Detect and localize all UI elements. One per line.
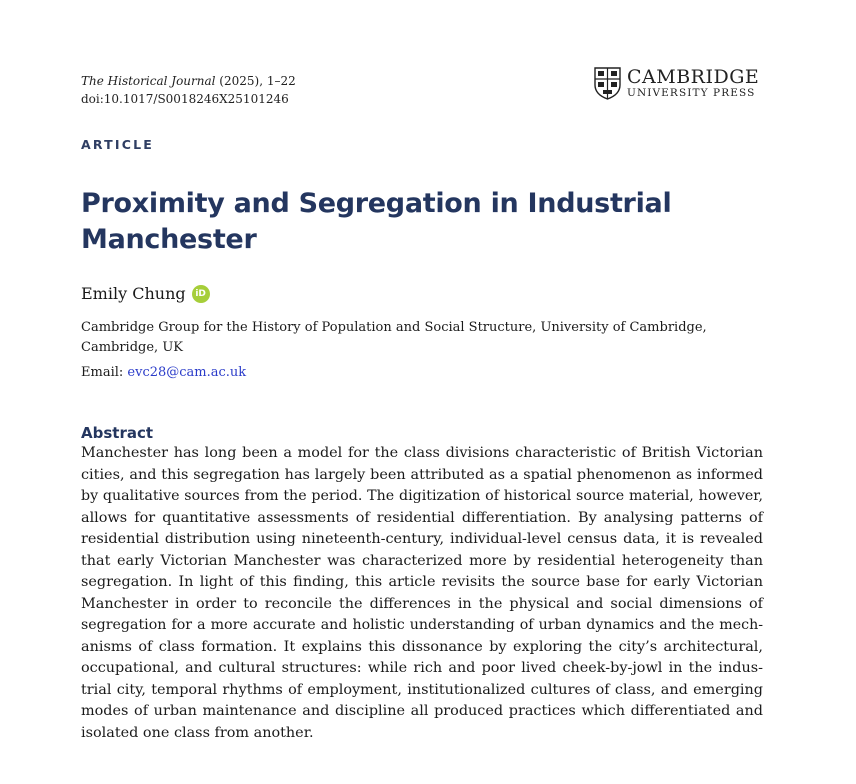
email-link[interactable]: evc28@cam.ac.uk [127, 365, 247, 380]
journal-name: The Historical Journal [81, 74, 216, 88]
author [81, 283, 210, 305]
abstract-line: segregation for a more accurate and holistic understanding of urban dynamics and the mech- [81, 617, 763, 633]
journal-line [81, 72, 296, 90]
abstract-line: that early Victorian Manchester was characterized more by residential heterogeneity than [81, 552, 763, 569]
abstract-line: modes of urban maintenance and discipline all produced practices which differentiated and [81, 703, 763, 719]
logo-line1: CAMBRIDGE [627, 66, 760, 88]
journal-meta: (2025), 1–22 [215, 74, 296, 88]
abstract-body [81, 443, 763, 744]
affiliation [81, 318, 721, 358]
abstract-line: Manchester has long been a model for the class divisions characteristic of British Victorian [81, 445, 763, 461]
article-type-label: ARTICLE [81, 137, 154, 152]
author-name: Emily Chung [81, 284, 186, 303]
affiliation-line: Cambridge, UK [81, 340, 183, 355]
abstract-line: isolated one class from another. [81, 724, 314, 741]
article-title: Proximity and Segregation in Industrial Manchester [81, 188, 672, 255]
orcid-icon[interactable]: iD [192, 285, 210, 303]
shield-icon [594, 67, 621, 100]
abstract-line: residential distribution using nineteenth-century, individual-level census data, it is revealed [81, 531, 763, 547]
abstract-line: occupational, and cultural structures: while rich and poor lived cheek-by-jowl in the indus- [81, 660, 763, 676]
abstract-line: anisms of class formation. It explains this dissonance by exploring the city’s architectural, [81, 638, 763, 655]
abstract-heading: Abstract [81, 424, 154, 442]
abstract-line: trial city, temporal rhythms of employment, institutionalized cultures of class, and emerging [81, 681, 763, 698]
logo-line2: UNIVERSITY PRESS [627, 87, 756, 99]
email-line [81, 363, 246, 383]
email-label: Email: [81, 365, 128, 380]
journal-citation [81, 72, 296, 108]
abstract-line: segregation. In light of this finding, this article revisits the source base for early Victorian [81, 574, 763, 590]
abstract-line: cities, and this segregation has largely been attributed as a spatial phenomenon as informed [81, 466, 763, 483]
affiliation-line: Cambridge Group for the History of Population and Social Structure, University of Cambridge, [81, 320, 707, 335]
abstract-line: Manchester in order to reconcile the differences in the physical and social dimensions of [81, 595, 763, 612]
abstract-line: by qualitative sources from the period. The digitization of historical source material, however, [81, 488, 763, 504]
doi: doi:10.1017/S0018246X25101246 [81, 92, 289, 106]
abstract-line: allows for quantitative assessments of residential differentiation. By analysing patterns of [81, 509, 763, 526]
cambridge-logo [594, 66, 764, 102]
